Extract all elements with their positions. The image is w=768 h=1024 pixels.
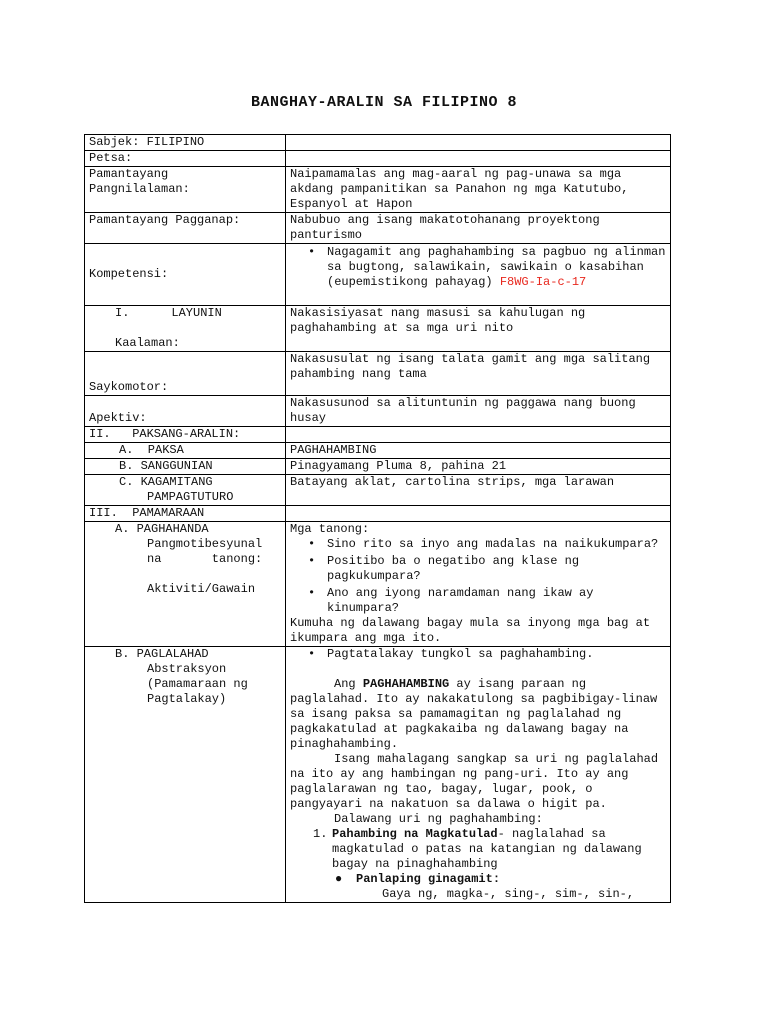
table-row: [85, 306, 671, 352]
table-row: [85, 213, 671, 244]
apektiv-value: Nakasusunod sa alituntunin ng paggawa nang buong husay: [286, 396, 671, 427]
list-item: ● Panlaping ginagamit:: [335, 872, 501, 886]
kompetensi-label: Kompetensi:: [85, 244, 286, 306]
list-item: • Positibo ba o negatibo ang klase ng pagkukumpara?: [327, 554, 666, 584]
petsa-value: [286, 151, 671, 167]
paragraph: Isang mahalagang sangkap sa uri ng paglalahad na ito ay ang hambingan ng pang-uri. Ito ay ang paglalarawan ng tao, bagay, lugar, pook, o pangyayari na nakatuon sa dalawa o higit pa.: [290, 752, 659, 811]
table-row: [85, 459, 671, 475]
sabjek-value: [286, 135, 671, 151]
sanggunian-value: Pinagyamang Pluma 8, pahina 21: [286, 459, 671, 475]
table-row: [85, 443, 671, 459]
sabjek-label: Sabjek: FILIPINO: [85, 135, 286, 151]
pamantayang-pagganap-label: Pamantayang Pagganap:: [85, 213, 286, 244]
paksa-label: A. PAKSA: [85, 443, 286, 459]
saykomotor-value: Nakasusulat ng isang talata gamit ang mga salitang pahambing nang tama: [286, 352, 671, 396]
table-row: [85, 647, 671, 903]
pamantayang-pangnilalaman-value: Naipamamalas ang mag-aaral ng pag-unawa sa mga akdang pampanitikan sa Panahon ng mga Katutubo, Espanyol at Hapon: [286, 167, 671, 213]
paglalahad-label: B. PAGLALAHAD Abstraksyon (Pamamaraan ng Pagtalakay): [85, 647, 286, 903]
paglalahad-value: • Pagtatalakay tungkol sa paghahambing. Ang PAGHAHAMBING ay isang paraan ng paglalahad. Ito ay nakakatulong sa pagbibigay-linaw sa isang paksa sa pamamagitan ng paglalahad ng pagkakatulad at pagkakaiba ng dalawang bagay na pinaghahambing. Isang mahalagang sangkap sa uri ng paglalahad na ito ay ang hambingan ng pang-uri. Ito ay ang paglalarawan ng tao, bagay, lugar, pook, o pangyayari na nakatuon sa dalawa o higit pa. Dalawang uri ng paghahambing: 1. Pahambing na Magkatulad- naglalahad sa magkatulad o patas na katangian ng dalawang bagay na pinaghahambing ● Panlaping ginagamit: Gaya ng, magka-, sing-, sim-, sin-,: [286, 647, 671, 903]
layunin-label: I. LAYUNIN Kaalaman:: [85, 306, 286, 352]
list-item: • Nagagamit ang paghahambing sa pagbuo ng alinman sa bugtong, salawikain, sawikain o kasabihan (eupemistikong pahayag) F8WG-Ia-c-17: [327, 245, 666, 290]
table-row: [85, 167, 671, 213]
kagamitan-label: C. KAGAMITANG PAMPAGTUTURO: [85, 475, 286, 506]
table-row: [85, 244, 671, 306]
paragraph: Ang PAGHAHAMBING ay isang paraan ng paglalahad. Ito ay nakakatulong sa pagbibigay-linaw sa isang paksa sa pamamagitan ng paglalahad ng pagkakatulad at pagkakaiba ng dalawang bagay na pinaghahambing.: [290, 677, 658, 751]
table-row: [85, 506, 671, 522]
competency-code: F8WG-Ia-c-17: [499, 275, 587, 289]
list-item: • Ano ang iyong naramdaman nang ikaw ay kinumpara?: [327, 586, 666, 616]
table-row: [85, 396, 671, 427]
kagamitan-value: Batayang aklat, cartolina strips, mga larawan: [286, 475, 671, 506]
paragraph: Dalawang uri ng paghahambing:: [334, 812, 543, 826]
table-row: [85, 522, 671, 647]
pamamaraan-label: III. PAMAMARAAN: [85, 506, 286, 522]
table-row: [85, 475, 671, 506]
pamantayang-pagganap-value: Nabubuo ang isang makatotohanang proyektong panturismo: [286, 213, 671, 244]
table-row: [85, 135, 671, 151]
paghahanda-value: Mga tanong: • Sino rito sa inyo ang madalas na naikukumpara? • Positibo ba o negatibo ang klase ng pagkukumpara? • Ano ang iyong naramdaman nang ikaw ay kinumpara? Kumuha ng dalawang bagay mula sa inyong mga bag at ikumpara ang mga ito.: [286, 522, 671, 647]
table-row: [85, 151, 671, 167]
list-item: • Sino rito sa inyo ang madalas na naikukumpara?: [327, 537, 666, 552]
paghahanda-label: A. PAGHAHANDA Pangmotibesyunal na tanong: Aktiviti/Gawain: [85, 522, 286, 647]
paksa-value: PAGHAHAMBING: [286, 443, 671, 459]
sanggunian-label: B. SANGGUNIAN: [85, 459, 286, 475]
paksang-aralin-label: II. PAKSANG-ARALIN:: [85, 427, 286, 443]
kaalaman-value: Nakasisiyasat nang masusi sa kahulugan ng paghahambing at sa mga uri nito: [286, 306, 671, 352]
page-title: BANGHAY-ARALIN SA FILIPINO 8: [250, 94, 518, 111]
bullet-icon: ●: [335, 872, 343, 886]
lesson-plan-table: [84, 134, 671, 903]
table-row: [85, 427, 671, 443]
table-row: [85, 352, 671, 396]
petsa-label: Petsa:: [85, 151, 286, 167]
kaalaman-label: Kaalaman:: [115, 336, 180, 350]
list-item: 1. Pahambing na Magkatulad- naglalahad sa magkatulad o patas na katangian ng dalawang bagay na pinaghahambing: [313, 827, 642, 871]
kompetensi-value: [286, 244, 671, 306]
pamantayang-pangnilalaman-label: Pamantayang Pangnilalaman:: [85, 167, 286, 213]
saykomotor-label: Saykomotor:: [85, 352, 286, 396]
apektiv-label: Apektiv:: [85, 396, 286, 427]
list-item: • Pagtatalakay tungkol sa paghahambing.: [327, 647, 666, 662]
